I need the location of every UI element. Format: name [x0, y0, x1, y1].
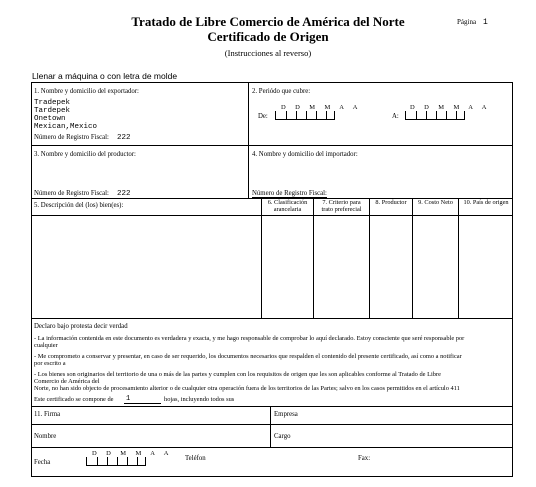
divider-declaration: [31, 406, 513, 407]
exporter-address[interactable]: [34, 99, 97, 131]
company-field[interactable]: [310, 408, 510, 423]
period-to-label: A:: [392, 113, 399, 120]
goods-description-header: 5. Descripción del (los) bien(es):: [34, 202, 124, 209]
producer-tax-value[interactable]: 222: [117, 190, 131, 198]
declaration-intro: Declaro bajo protesta decir verdad: [34, 323, 128, 330]
tariff-classification-header: 6. Clasificación arancelaria: [267, 199, 308, 213]
net-cost-header: 9. Costo Neto: [418, 199, 453, 206]
declaration-paragraph-2: - Me comprometo a conservar y presentar, en caso de ser requerido, los documentos necesarios que respalden el contenido del presente certificado, así como a notificar por escrito a: [34, 353, 462, 367]
pages-count[interactable]: 1: [124, 395, 161, 404]
producer-label: 3. Nombre y domicilio del productor:: [34, 151, 136, 158]
fax-label: Fax:: [358, 455, 371, 462]
form-title: Tratado de Libre Comercio de América del Norte: [131, 14, 405, 29]
fax-field[interactable]: [375, 452, 510, 466]
fill-instruction: Llenar a máquina o con letra de molde: [32, 71, 178, 81]
declaration-paragraph-3: - Los bienes son originarios del territorio de una o más de las partes y cumplen con los requisitos de origen que les son aplicables conforme al Tratado de Libre Comercio de América del Norte, no han sido objecto de procesamiento alterior o de cualquier otra operación fuera de los territorios de las Partes; salvo en los casos permitidos en el artículo 411: [34, 371, 460, 392]
exporter-line: Tardepek: [34, 107, 71, 115]
page-label: Página: [457, 18, 477, 26]
position-label: Cargo: [274, 433, 291, 440]
goods-table-body[interactable]: [32, 216, 512, 317]
date-box[interactable]: [86, 457, 146, 466]
producer-tax-label: Número de Registro Fiscal:: [34, 190, 109, 197]
declaration-paragraph-1: - La información contenida en este documento es verdadera y exacta, y me hago responsable de comprobar lo aquí declarado. Estoy consciente que seré responsable por cualquier: [34, 335, 465, 349]
company-label: Empresa: [274, 411, 298, 418]
page-number: 1: [483, 18, 488, 27]
date-label: Fecha: [34, 459, 51, 466]
name-field[interactable]: [72, 427, 268, 445]
phone-label: Teléfon: [185, 455, 206, 462]
exporter-tax-value[interactable]: 222: [117, 134, 131, 142]
period-from-date-box[interactable]: [275, 111, 335, 120]
exporter-line: Onetown: [34, 115, 66, 123]
exporter-line: Mexican,Mexico: [34, 123, 98, 131]
period-to-date-letters: D D M M A A: [410, 104, 491, 111]
consists-suffix: hojas, incluyendo todos sus: [164, 396, 235, 403]
divider-col-mid: [248, 82, 249, 198]
phone-field[interactable]: [215, 452, 355, 466]
instructions-note: (Instrucciones al reverso): [224, 48, 312, 58]
date-letters: D D M M A A: [92, 450, 173, 457]
divider-table-bottom: [31, 318, 513, 319]
preference-criterion-header: 7. Criterio para trato preferecial: [321, 199, 362, 213]
divider-sig2: [31, 447, 513, 448]
position-field[interactable]: [302, 427, 510, 445]
importer-tax-label: Número de Registro Fiscal:: [252, 190, 327, 197]
period-label: 2. Periódo que cubre:: [252, 88, 311, 95]
period-from-label: De:: [258, 113, 268, 120]
consists-prefix: Este certificado se compone de: [34, 396, 114, 403]
exporter-label: 1. Nombre y domicilio del exportador:: [34, 88, 139, 95]
signature-field[interactable]: [82, 408, 268, 423]
signature-label: 11. Firma: [34, 411, 61, 418]
form-subtitle: Certificado de Origen: [207, 29, 329, 44]
period-from-date-letters: D D M M A A: [281, 104, 362, 111]
exporter-line: Tradepek: [34, 99, 71, 107]
divider-sig1: [31, 424, 513, 425]
divider-sig-mid: [270, 406, 271, 447]
name-label: Nombre: [34, 433, 57, 440]
divider-row1: [31, 145, 513, 146]
exporter-tax-label: Número de Registro Fiscal:: [34, 134, 109, 141]
importer-label: 4. Nombre y domicilio del importador:: [252, 151, 358, 158]
period-to-date-box[interactable]: [405, 111, 465, 120]
country-of-origin-header: 10. País de origen: [463, 199, 509, 206]
producer-header: 8. Productor: [375, 199, 407, 206]
